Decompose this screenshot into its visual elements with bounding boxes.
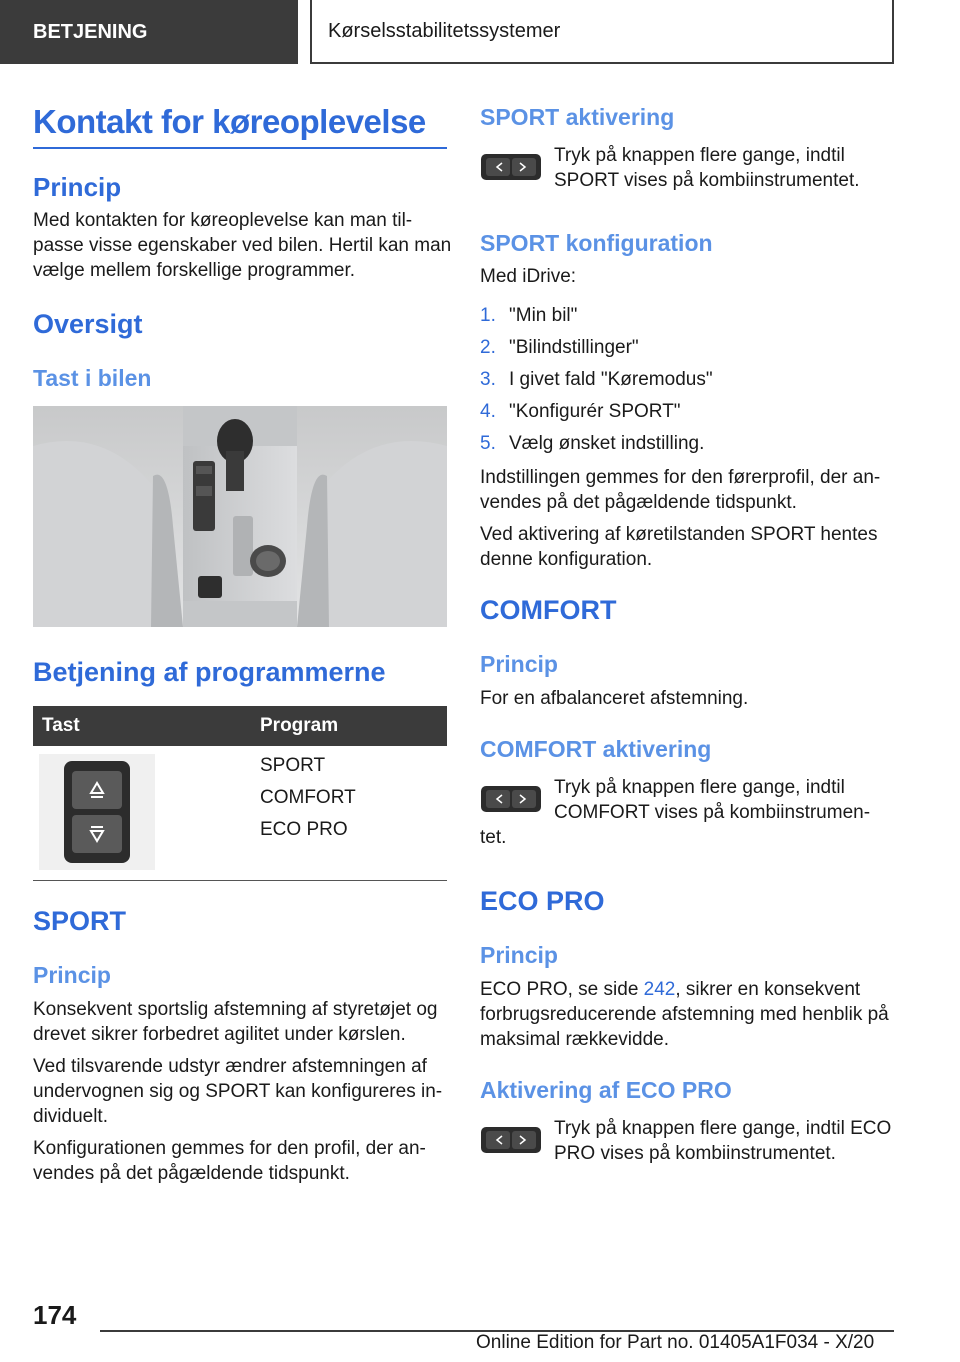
eco-pro-aktivering-heading: Aktivering af ECO PRO [480,1077,732,1103]
text-line: passe visse egenskaber ved bilen. Hertil kan man [33,235,452,256]
text-line: Ved tilsvarende udstyr ændrer afstemningen af [33,1056,427,1077]
col-key-header: Tast [42,715,80,736]
center-console-photo [33,406,447,627]
eco-pro-aktivering-text [554,1116,894,1166]
step-number: 1. [480,305,496,326]
sport-heading: SPORT [33,906,127,936]
step-number: 3. [480,369,496,390]
sport-aktivering-text [554,143,894,193]
mode-button-icon [480,152,542,182]
text-line: denne konfiguration. [480,549,653,570]
betjening-heading: Betjening af programmerne [33,657,386,687]
text-line: COMFORT vises på kombiinstrumen- [554,802,871,823]
comfort-aktivering-text [554,775,894,825]
text-line: Konfigurationen gemmes for den profil, der an- [33,1138,426,1159]
princip-heading: Princip [33,172,122,202]
eco-pro-heading: ECO PRO [480,886,605,916]
step-text: I givet fald "Køremodus" [509,369,713,390]
text-line [480,977,896,1002]
mode-switch-icon [62,759,132,865]
step-text: "Min bil" [509,305,578,326]
text-line: Tryk på knappen flere gange, indtil [554,777,845,798]
program-eco-pro: ECO PRO [260,819,348,840]
section-label: BETJENING [33,20,148,43]
text-line: Tryk på knappen flere gange, indtil [554,145,845,166]
tast-heading: Tast i bilen [33,365,152,391]
table-bottom-rule [33,880,447,881]
sport-paragraph-2 [33,1054,449,1129]
page-title: Kontakt for køreoplevelse [33,103,426,140]
oversigt-heading: Oversigt [33,309,143,339]
col-program-header: Program [260,715,339,736]
step-number: 4. [480,401,496,422]
chapter-label: Kørselsstabilitetssystemer [328,19,561,42]
program-sport: SPORT [260,755,326,776]
table-header [33,706,447,746]
sport-princip-heading: Princip [33,962,111,988]
step-text: "Bilindstillinger" [509,337,639,358]
comfort-princip-text: For en afbalanceret afstemning. [480,688,749,709]
eco-pro-princip-text [480,977,896,1052]
text-line: PRO vises på kombiinstrumentet. [554,1143,836,1164]
text-fragment: ECO PRO, se side [480,979,644,1000]
text-line: Med kontakten for køreoplevelse kan man til- [33,210,413,231]
text-line: vendes på det pågældende tidspunkt. [480,492,797,513]
section-tab [0,0,298,64]
mode-button-icon [480,784,542,814]
text-line: SPORT vises på kombiinstrumentet. [554,170,860,191]
sport-aktivering-heading: SPORT aktivering [480,104,675,130]
comfort-aktivering-heading: COMFORT aktivering [480,736,712,762]
text-fragment: , sikrer en konsekvent [675,979,861,1000]
text-line: undervognen sig og SPORT kan konfigureres in- [33,1081,443,1102]
konfiguration-paragraph-2 [480,522,896,572]
text-line: Ved aktivering af køretilstanden SPORT hentes [480,524,878,545]
comfort-princip-heading: Princip [480,651,558,677]
text-line: Konsekvent sportslig afstemning af styretøjet og [33,999,438,1020]
sport-konfiguration-heading: SPORT konfiguration [480,230,713,256]
text-line: Tryk på knappen flere gange, indtil ECO [554,1118,892,1139]
mode-button-icon [480,1125,542,1155]
step-text: Vælg ønsket indstilling. [509,433,705,454]
konfiguration-paragraph-1 [480,465,896,515]
sport-paragraph-3 [33,1136,449,1186]
text-line: dividuelt. [33,1106,108,1127]
title-rule [33,147,447,149]
comfort-aktivering-text-wrap: tet. [480,827,507,848]
mode-switch-image [39,754,155,870]
chapter-tab [310,0,894,64]
text-line: forbrugsreducerende afstemning med henblik på [480,1004,889,1025]
page-number: 174 [33,1300,77,1330]
princip-text [33,208,452,283]
step-text: "Konfigurér SPORT" [509,401,681,422]
comfort-heading: COMFORT [480,595,617,625]
edition-text: Online Edition for Part no. 01405A1F034 - X/20 [476,1332,875,1353]
program-comfort: COMFORT [260,787,356,808]
sport-paragraph-1 [33,997,449,1047]
step-number: 5. [480,433,496,454]
text-line: drevet sikrer forbedret agilitet under kørslen. [33,1024,406,1045]
text-line: Indstillingen gemmes for den førerprofil, der an- [480,467,881,488]
text-line: vendes på det pågældende tidspunkt. [33,1163,350,1184]
page-link-242[interactable]: 242 [643,979,676,1000]
med-idrive: Med iDrive: [480,266,577,287]
step-number: 2. [480,337,496,358]
text-line: maksimal rækkevidde. [480,1029,669,1050]
text-line: vælge mellem forskellige programmer. [33,260,356,281]
eco-pro-princip-heading: Princip [480,942,558,968]
